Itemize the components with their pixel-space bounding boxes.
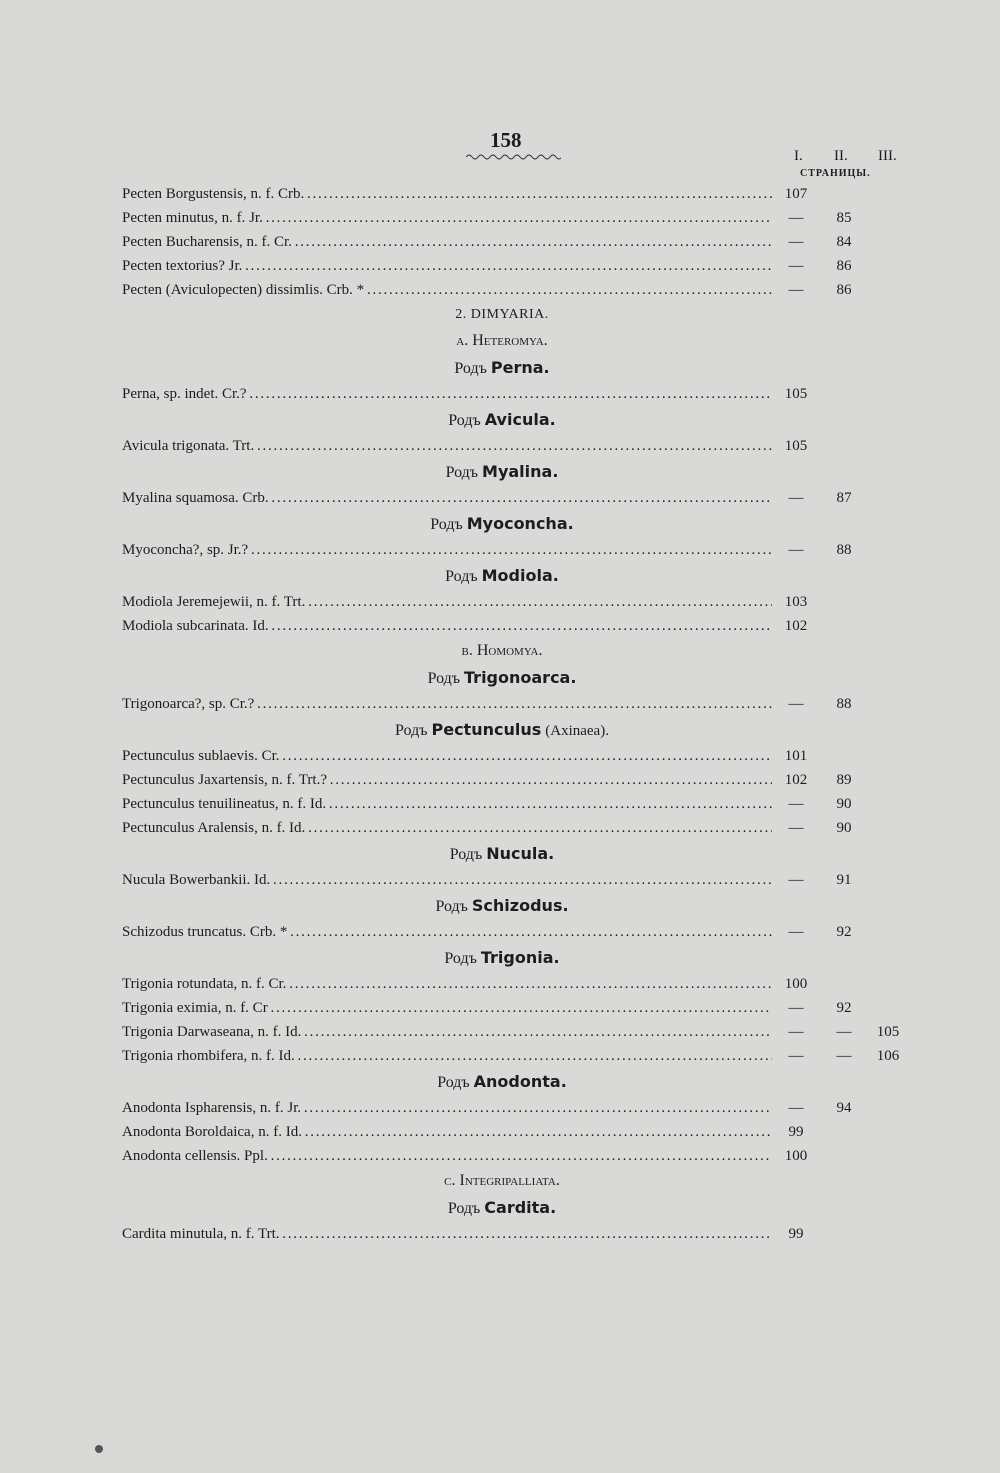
index-entry [122,434,912,458]
index-entry [122,768,912,792]
page-col-i: — [788,282,804,298]
page-col-i: — [788,1000,804,1016]
page-col-ii: 86 [836,258,852,274]
page-col-ii: 86 [836,282,852,298]
column-caption: СТРАНИЦЫ. [800,168,871,179]
entry-name: Nucula Bowerbankii. Id. . . . [122,868,772,892]
entry-name: Perna, sp. indet. Cr.? . . . [122,382,772,406]
page-col-ii: 88 [836,696,852,712]
entry-name: Trigonia rhombifera, n. f. Id. . . . [122,1044,772,1068]
entry-name: Avicula trigonata. Trt. . . . [122,434,772,458]
index-entry [122,1120,912,1144]
page-col-ii: 87 [836,490,852,506]
index-entry [122,920,912,944]
entry-name: Anodonta Boroldaica, n. f. Id. . . . [122,1120,772,1144]
entry-name: Pecten Bucharensis, n. f. Cr. . . . [122,230,772,254]
page-col-i: — [788,210,804,226]
page-col-ii: 91 [836,872,852,888]
page-col-i: — [788,258,804,274]
genus-name: Myalina. [482,462,559,481]
page-col-i: — [788,872,804,888]
index-entry [122,382,912,406]
genus-name: Perna. [490,358,550,377]
page-col-ii: 88 [836,542,852,558]
page-col-iii: 105 [876,1024,900,1040]
index-entry [122,1020,912,1044]
genus-heading [252,562,752,590]
page-col-ii: 85 [836,210,852,226]
page-col-i: 107 [784,186,808,202]
index-listing [122,182,912,1246]
section-heading: 2. DIMYARIA. [455,307,549,322]
index-entry [122,792,912,816]
index-entry [122,996,912,1020]
genus-prefix: Родъ [437,1074,470,1091]
index-entry [122,1144,912,1168]
genus-name: Schizodus. [471,896,569,915]
page-col-i: 103 [784,594,808,610]
column-header-ii: II. [834,148,848,164]
genus-heading [252,664,752,692]
genus-heading [252,1194,752,1222]
genus-heading [252,944,752,972]
genus-name: Trigonoarca. [464,668,577,687]
genus-prefix: Родъ [445,464,479,481]
genus-prefix: Родъ [447,1200,481,1217]
entry-name: Schizodus truncatus. Crb. * . . . [122,920,772,944]
page-col-i: 102 [784,772,808,788]
subsection-heading: a. Heteromya. [456,332,548,349]
genus-heading [252,840,752,868]
entry-name: Trigonia rotundata, n. f. Cr. . . . [122,972,772,996]
entry-name: Pecten Borgustensis, n. f. Crb. . . . [122,182,772,206]
page-col-i: — [788,490,804,506]
entry-name: Pectunculus Aralensis, n. f. Id. . . . [122,816,772,840]
genus-heading [252,406,752,434]
index-entry [122,614,912,638]
entry-name: Pectunculus sublaevis. Cr. . . . [122,744,772,768]
index-entry [122,206,912,230]
genus-prefix: Родъ [448,412,481,429]
page-col-i: — [788,542,804,558]
page-col-i: 101 [784,748,808,764]
page-col-iii: 106 [876,1048,900,1064]
subsection-heading: c. Integripalliata. [444,1172,560,1189]
page-col-ii: 90 [836,796,852,812]
genus-prefix: Родъ [395,722,428,739]
genus-heading [252,1068,752,1096]
page-col-ii: 84 [836,234,852,250]
page-col-i: — [788,924,804,940]
ornamental-rule [466,152,561,162]
entry-name: Modiola subcarinata. Id. . . . [122,614,772,638]
entry-name: Myoconcha?, sp. Jr.? . . . [122,538,772,562]
page-col-i: 100 [784,1148,808,1164]
genus-prefix: Родъ [444,950,477,967]
entry-name: Pectunculus Jaxartensis, n. f. Trt.? . . . [122,768,772,792]
index-entry [122,230,912,254]
genus-prefix: Родъ [449,846,483,863]
genus-prefix: Родъ [435,898,468,915]
page-col-ii: 90 [836,820,852,836]
genus-heading [252,716,752,744]
entry-name: Modiola Jeremejewii, n. f. Trt. . . . [122,590,772,614]
page-col-i: — [788,1024,804,1040]
page-col-ii: 94 [836,1100,852,1116]
genus-name: Pectunculus [431,720,542,739]
genus-prefix: Родъ [454,360,487,377]
index-entry [122,744,912,768]
entry-name: Pecten textorius? Jr. . . . [122,254,772,278]
entry-name: Anodonta cellensis. Ppl. . . . [122,1144,772,1168]
entry-name: Trigonoarca?, sp. Cr.? . . . [122,692,772,716]
page-col-i: — [788,796,804,812]
index-entry [122,486,912,510]
page-number: 158 [490,128,522,152]
page-col-i: 105 [784,386,808,402]
genus-prefix: Родъ [427,670,461,687]
index-entry [122,692,912,716]
page-col-i: — [788,820,804,836]
genus-heading [252,354,752,382]
index-entry [122,254,912,278]
page-col-i: — [788,1100,804,1116]
genus-name: Anodonta. [473,1072,567,1091]
ink-speck [95,1445,103,1453]
subsection-heading: b. Homomya. [461,642,543,659]
index-entry [122,182,912,206]
page-col-i: 105 [784,438,808,454]
page-col-i: — [788,1048,804,1064]
genus-name: Myoconcha. [466,514,574,533]
genus-name: Modiola. [481,566,559,585]
page-col-ii: — [836,1048,852,1064]
genus-note: (Axinaea). [545,723,609,739]
index-entry [122,868,912,892]
column-header-i: I. [794,148,803,164]
entry-name: Pectunculus tenuilineatus, n. f. Id. . . . [122,792,772,816]
page-col-i: 100 [784,976,808,992]
entry-name: Anodonta Ispharensis, n. f. Jr. . . . [122,1096,772,1120]
genus-prefix: Родъ [445,568,478,585]
index-entry [122,1222,912,1246]
page-col-ii: — [836,1024,852,1040]
genus-heading [252,458,752,486]
entry-name: Pecten (Aviculopecten) dissimlis. Crb. * . . . [122,278,772,302]
genus-name: Trigonia. [480,948,560,967]
entry-name: Myalina squamosa. Crb. . . . [122,486,772,510]
entry-name: Pecten minutus, n. f. Jr. . . . [122,206,772,230]
genus-prefix: Родъ [430,516,463,533]
entry-name: Trigonia Darwaseana, n. f. Id. . . . [122,1020,772,1044]
genus-name: Nucula. [486,844,555,863]
entry-name: Cardita minutula, n. f. Trt. . . . [122,1222,772,1246]
index-entry [122,590,912,614]
index-entry [122,816,912,840]
page-col-ii: 92 [836,924,852,940]
index-entry [122,1044,912,1068]
genus-name: Avicula. [484,410,556,429]
genus-name: Cardita. [484,1198,557,1217]
genus-heading [252,510,752,538]
page-col-i: — [788,696,804,712]
index-entry [122,1096,912,1120]
entry-name: Trigonia eximia, n. f. Cr . . . [122,996,772,1020]
page-col-i: 99 [788,1226,804,1242]
genus-heading [252,892,752,920]
page-col-ii: 92 [836,1000,852,1016]
column-header-iii: III. [878,148,897,164]
index-entry [122,972,912,996]
page-col-i: 99 [788,1124,804,1140]
page-col-ii: 89 [836,772,852,788]
page-col-i: 102 [784,618,808,634]
index-entry [122,538,912,562]
index-entry [122,278,912,302]
page-col-i: — [788,234,804,250]
